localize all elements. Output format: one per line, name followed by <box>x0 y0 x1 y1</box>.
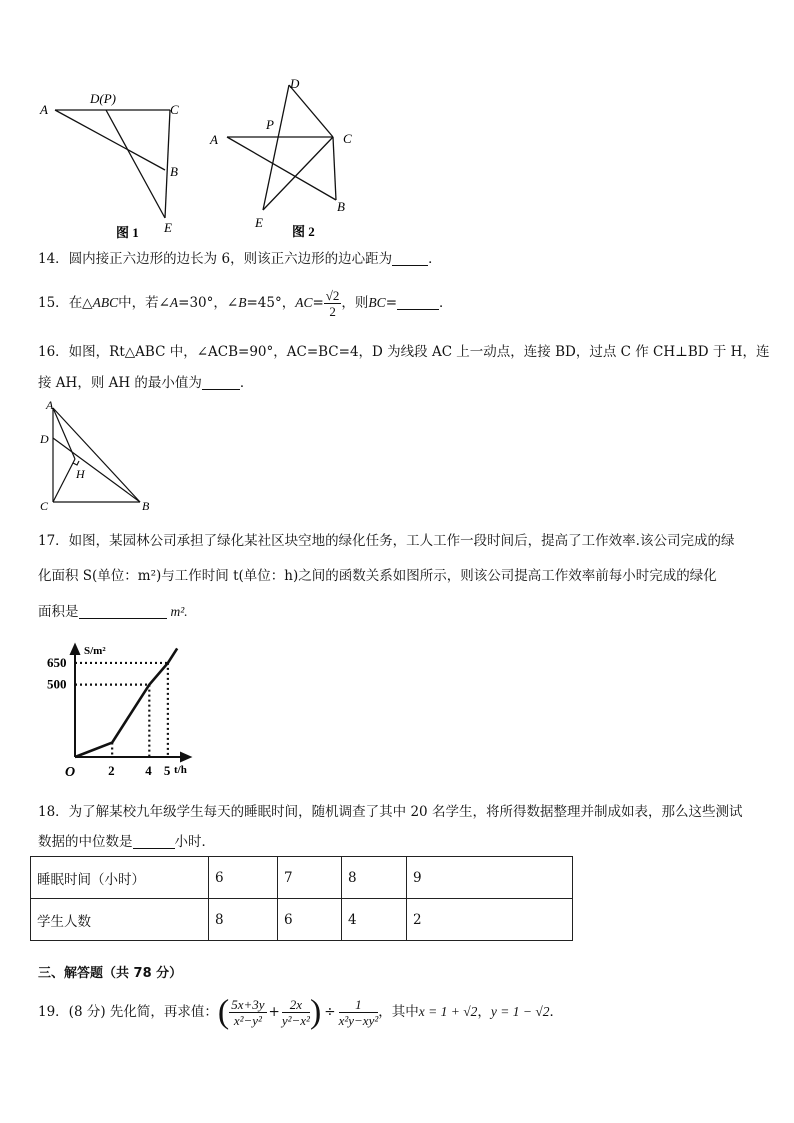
q15-frac-den: 2 <box>329 304 336 319</box>
q15-text-3: =30°，∠ <box>178 295 239 311</box>
fig1-label-D: D(P) <box>90 91 116 106</box>
table-cell: 2 <box>407 899 573 941</box>
q15-var-b: B <box>238 295 247 310</box>
x-tick-label: 4 <box>145 763 152 778</box>
q17-text: 面积是 <box>38 604 79 620</box>
q17-unit: m². <box>170 604 188 619</box>
question-19 <box>38 992 563 1032</box>
fig2-label-P: P <box>266 117 274 132</box>
x-axis-label: t/h <box>174 764 187 776</box>
table-cell: 7 <box>278 857 342 899</box>
q19-sep: ， <box>477 1004 491 1020</box>
q16-label-H: H <box>76 467 85 481</box>
q14-end: ． <box>428 251 442 267</box>
q16-line-1: 16．如图，Rt△ABC 中，∠ACB=90°，AC=BC=4，D 为线段 AC 上一动点，连接 BD，过点 C 作 CH⊥BD 于 H，连 <box>38 344 770 360</box>
q16-figure <box>30 398 160 516</box>
q15-eq: = <box>312 295 324 311</box>
y-axis-label: S/m² <box>84 645 106 657</box>
fig2-label-B: B <box>337 199 345 214</box>
x-tick-label: 5 <box>163 763 171 778</box>
q19-prefix: 19．(8 分) 先化简，再求值： <box>38 1004 218 1020</box>
q16-answer-blank <box>202 375 240 390</box>
table-cell: 9 <box>407 857 573 899</box>
q19-f2-num: 2x <box>282 997 310 1013</box>
fig1-label-E: E <box>164 220 172 235</box>
q15-text-2: 中，若∠ <box>118 295 170 311</box>
q14-answer-blank <box>392 251 428 266</box>
figure-1 <box>55 110 170 218</box>
fig2-label-C: C <box>343 131 352 146</box>
table-cell: 6 <box>209 857 278 899</box>
table-cell: 6 <box>278 899 342 941</box>
q19-f1-den: x²−y² <box>233 1013 262 1028</box>
q15-end: ． <box>439 295 453 311</box>
question-15 <box>38 286 453 320</box>
q19-y-value: y = 1 − √2 <box>490 1004 550 1019</box>
table-cell: 8 <box>342 857 407 899</box>
table-cell: 8 <box>209 899 278 941</box>
q18-line-1: 18．为了解某校九年级学生每天的睡眠时间，随机调查了其中 20 名学生，将所得数据整理并制成如表，那么这些测试 <box>38 804 743 820</box>
q18-end: 小时． <box>174 834 215 850</box>
q15-answer-blank <box>397 295 439 310</box>
table-row <box>31 857 573 899</box>
q17-line-3 <box>38 603 188 621</box>
q16-end: ． <box>239 375 254 391</box>
fig2-caption: 图 2 <box>292 224 315 239</box>
q19-left-paren: ( <box>217 993 230 1031</box>
q16-label-A: A <box>46 398 54 412</box>
q14-number: 14． <box>38 251 69 267</box>
fig2-label-A: A <box>210 132 218 147</box>
q19-fraction-3 <box>339 997 379 1028</box>
fig1-label-C: C <box>170 102 179 117</box>
fig1-label-B: B <box>170 164 178 179</box>
table-cell: 学生人数 <box>31 899 209 941</box>
x-tick-label: 2 <box>108 763 115 778</box>
q19-fraction-2 <box>282 997 310 1028</box>
q15-var-bc: BC <box>368 295 386 310</box>
q14-text: 圆内接正六边形的边长为 6，则该正六边形的边心距为 <box>68 251 393 267</box>
q16-label-C: C <box>40 499 49 513</box>
q15-fraction <box>324 288 342 319</box>
fig2-label-D: D <box>290 76 300 91</box>
q15-var-ac: AC <box>295 295 313 310</box>
sleep-table <box>30 856 573 941</box>
q17-line-2: 化面积 S(单位：m²)与工作时间 t(单位：h)之间的函数关系如图所示，则该公司提高工作效率前每小时完成的绿化 <box>38 568 717 584</box>
q18-answer-blank <box>133 834 175 849</box>
q16-text: 接 AH，则 AH 的最小值为 <box>38 375 202 391</box>
q16-label-D: D <box>40 432 49 446</box>
q16-label-B: B <box>142 499 150 513</box>
x-axis-arrow <box>181 753 190 761</box>
table-cell: 睡眠时间（小时） <box>31 857 209 899</box>
q15-text-5: ，则 <box>341 295 369 311</box>
series-line <box>75 648 177 757</box>
table-row <box>31 899 573 941</box>
fig1-label-A: A <box>40 102 48 117</box>
q15-number: 15． <box>38 295 69 311</box>
q19-plus: + <box>268 1004 280 1020</box>
q19-f2-den: y²−x² <box>281 1013 310 1028</box>
q17-line-1: 17．如图，某园林公司承担了绿化某社区块空地的绿化任务，工人工作一段时间后，提高了工作效率.该公司完成的绿 <box>38 533 735 549</box>
q19-x-value: x = 1 + √2 <box>418 1004 478 1019</box>
question-14 <box>38 250 442 268</box>
y-tick-label: 500 <box>47 676 67 692</box>
q15-text-6: = <box>385 295 397 311</box>
q15-text-1: 在△ <box>68 295 93 311</box>
q19-f1-num: 5x+3y <box>231 997 265 1012</box>
q15-text-4: =45°， <box>246 295 296 311</box>
section-heading: 三、解答题（共 78 分） <box>38 966 183 981</box>
q17-chart <box>40 640 200 780</box>
q19-div: ÷ <box>324 1004 336 1020</box>
table-cell: 4 <box>342 899 407 941</box>
origin-label: O <box>65 765 76 780</box>
q19-end: ． <box>549 1004 563 1020</box>
y-axis-arrow <box>71 645 79 654</box>
figure-2 <box>227 85 336 210</box>
q15-frac-num: √2 <box>325 288 340 303</box>
fig1-caption: 图 1 <box>116 225 139 240</box>
q19-f3-num: 1 <box>339 997 379 1013</box>
q17-answer-blank <box>79 604 167 619</box>
q19-f3-den: x²y−xy² <box>338 1013 379 1028</box>
q18-text: 数据的中位数是 <box>38 834 133 850</box>
top-figures <box>30 70 400 245</box>
fig2-label-E: E <box>255 215 263 230</box>
q15-var-a: A <box>169 295 179 310</box>
q19-mid: ，其中 <box>378 1004 419 1020</box>
q19-right-paren: ) <box>309 993 322 1031</box>
q19-fraction-1 <box>229 997 266 1028</box>
q15-var-abc: ABC <box>92 295 119 310</box>
q18-line-2 <box>38 833 215 851</box>
q16-line-2 <box>38 374 253 392</box>
y-tick-label: 650 <box>47 654 67 670</box>
